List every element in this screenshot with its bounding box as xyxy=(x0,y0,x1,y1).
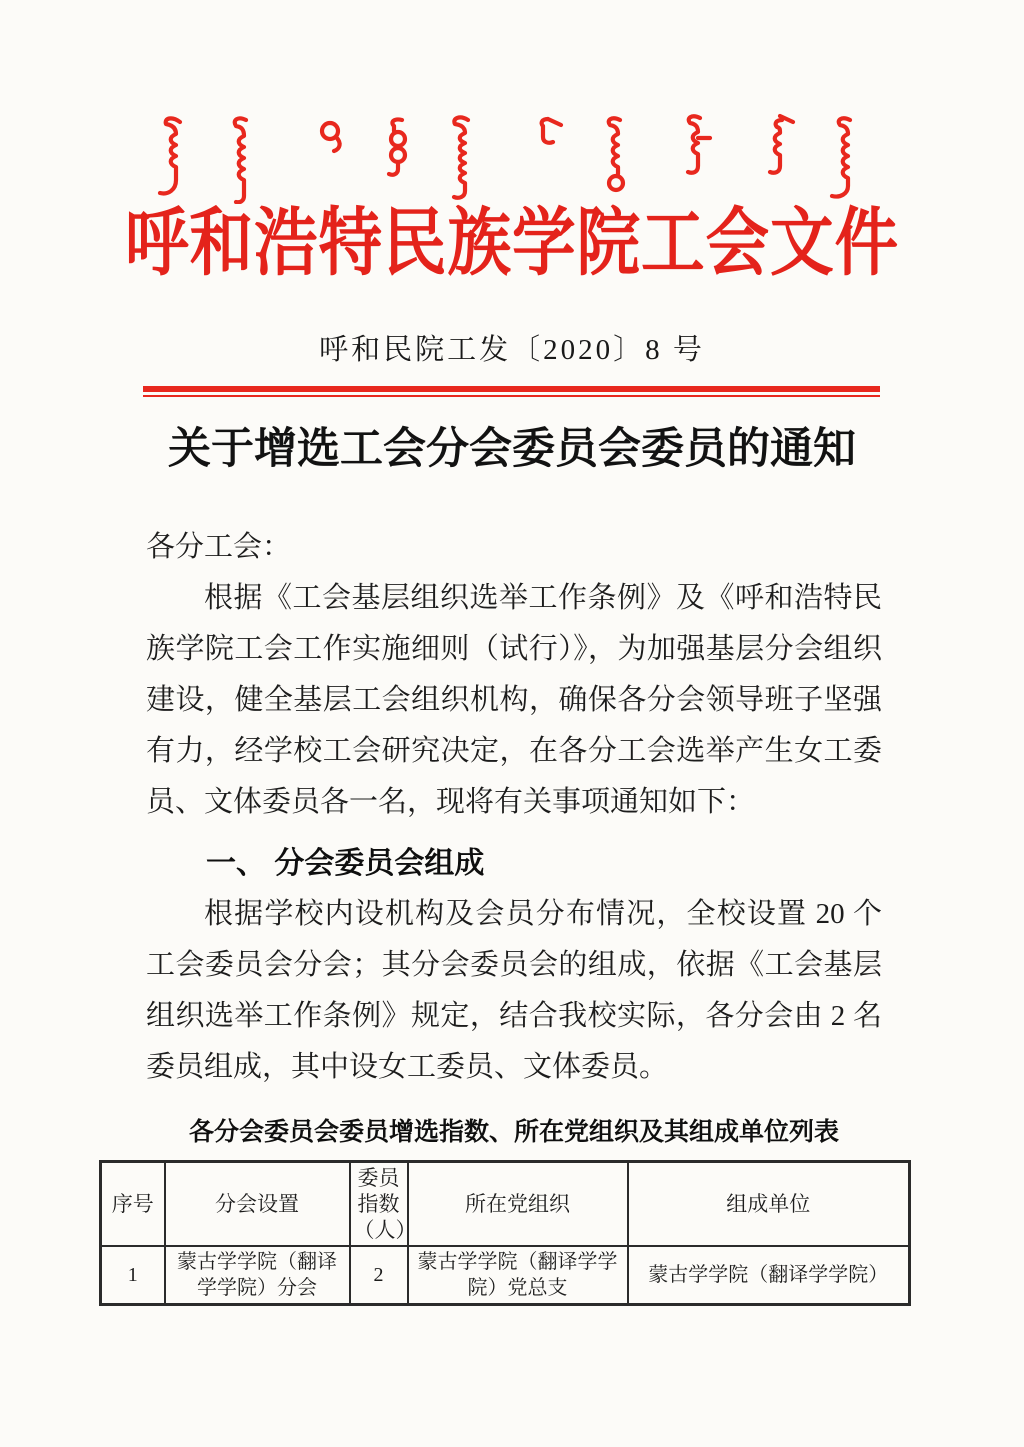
mongolian-script-header-icon xyxy=(150,112,870,204)
document-number: 呼和民院工发〔2020〕8 号 xyxy=(319,334,705,366)
table-cell-index: 1 xyxy=(101,1246,165,1305)
table-header-row xyxy=(101,1162,910,1247)
table-cell-party: 蒙古学学院（翻译学学院）党总支 xyxy=(408,1246,628,1305)
document-org-title: 呼和浩特民族学院工会文件 xyxy=(124,203,899,285)
committee-table xyxy=(99,1160,911,1306)
paragraph-2: 根据学校内设机构及会员分布情况，全校设置 20 个工会委员会分会；其分会委员会的组成，依据《工会基层组织选举工作条例》规定，结合我校实际，各分会由 2 名委员组成，其中设女工委员、文体委员。 xyxy=(146,898,882,1083)
notice-body xyxy=(146,522,882,1158)
table-header-unit: 组成单位 xyxy=(628,1162,910,1247)
red-divider-line xyxy=(143,386,880,397)
table-header-index: 序号 xyxy=(101,1162,165,1247)
table-header-party: 所在党组织 xyxy=(408,1162,628,1247)
table-cell-unit: 蒙古学学院（翻译学学院） xyxy=(628,1246,910,1305)
salutation: 各分工会： xyxy=(146,531,292,563)
table-header-branch: 分会设置 xyxy=(165,1162,350,1247)
section-heading-1: 一、 分会委员会组成 xyxy=(206,847,485,880)
red-divider-thin-line xyxy=(143,395,880,397)
table-cell-quota: 2 xyxy=(350,1246,408,1305)
paragraph-1: 根据《工会基层组织选举工作条例》及《呼和浩特民族学院工会工作实施细则（试行）》，为加强基层分会组织建设，健全基层工会组织机构，确保各分会领导班子坚强有力，经学校工会研究决定，在各分工会选举产生女工委员、文体委员各一名，现将有关事项通知如下： xyxy=(146,582,882,818)
mongolian-script-art xyxy=(150,112,870,204)
table-row xyxy=(101,1246,910,1305)
table-caption: 各分会委员会委员增选指数、所在党组织及其组成单位列表 xyxy=(188,1118,839,1146)
table-cell-branch: 蒙古学学院（翻译学学院）分会 xyxy=(165,1246,350,1305)
table-header-quota: 委员指数（人） xyxy=(350,1162,408,1247)
notice-title: 关于增选工会分会委员会委员的通知 xyxy=(168,425,856,473)
